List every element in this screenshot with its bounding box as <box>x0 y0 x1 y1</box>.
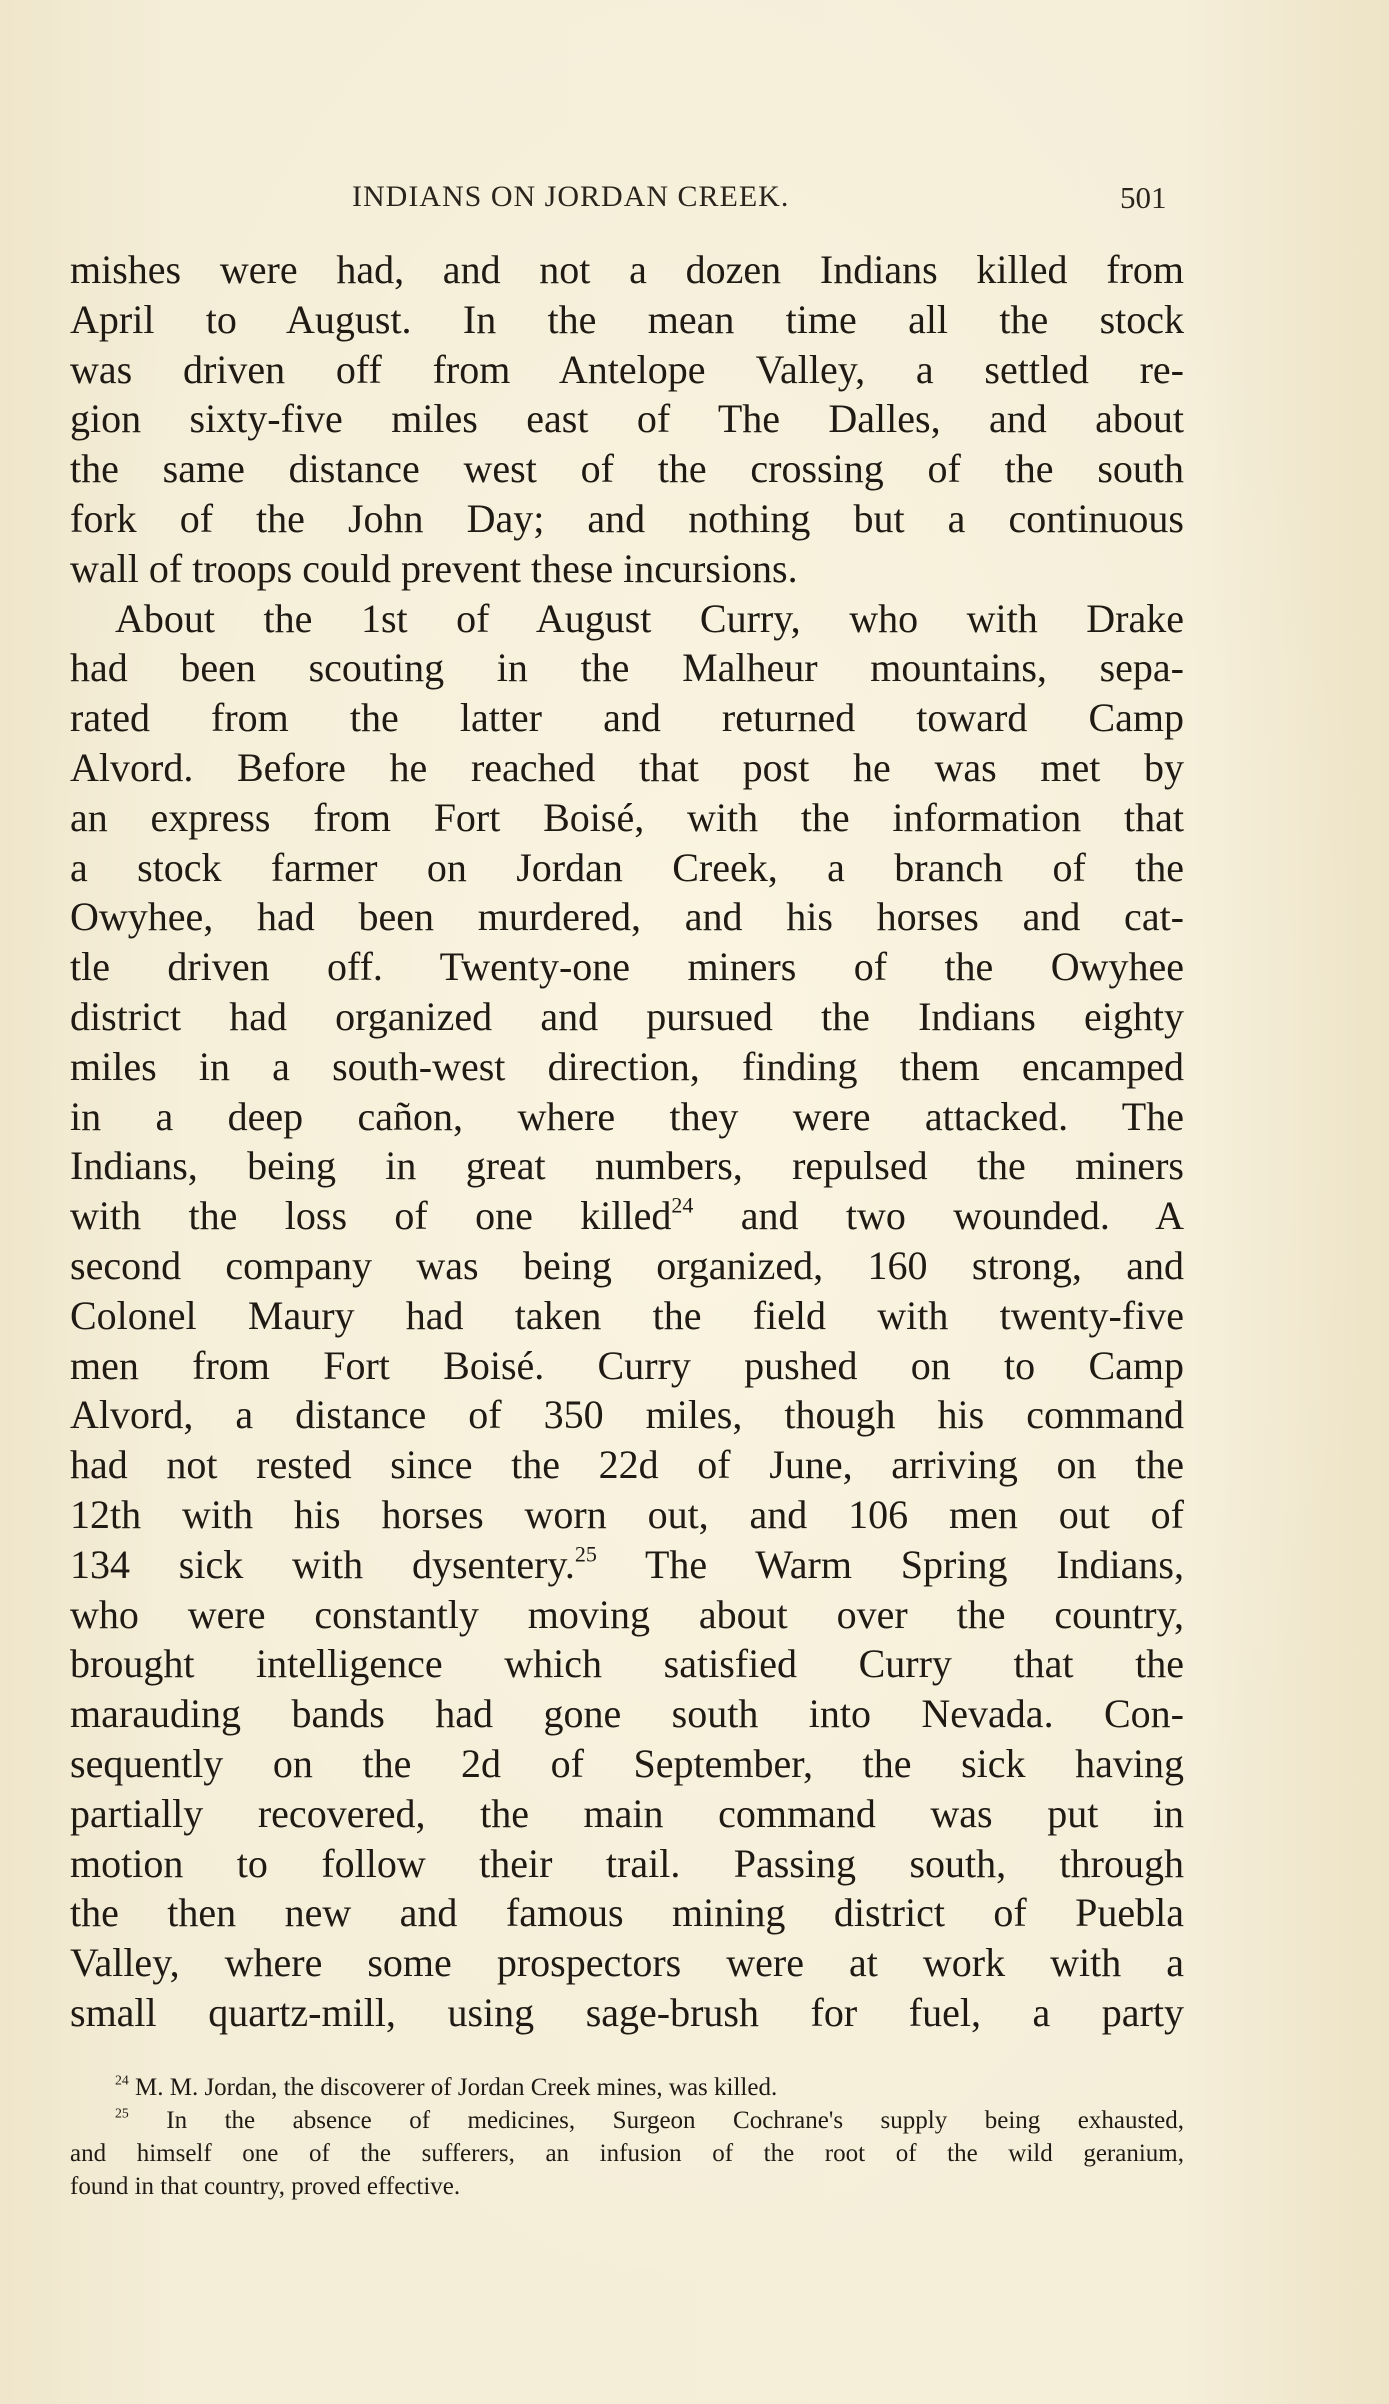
footnote-marker: 24 <box>671 1192 694 1218</box>
footnote-text: In the absence of medicines, Surgeon Cochrane's supply being exhausted, <box>128 2107 1184 2134</box>
footnote-number: 24 <box>115 2072 129 2088</box>
text-line: fork of the John Day; and nothing but a continuous <box>70 495 1184 541</box>
footnote-25 <box>70 2104 1184 2137</box>
text-line: Colonel Maury had taken the field with twenty-five <box>70 1292 1184 1338</box>
footnote-24 <box>70 2071 1184 2104</box>
text-line: partially recovered, the main command was put in <box>70 1790 1184 1836</box>
text-line: April to August. In the mean time all the stock <box>70 296 1184 342</box>
footnote-text: M. M. Jordan, the discoverer of Jordan Creek mines, was killed. <box>128 2074 778 2101</box>
text-line: had not rested since the 22d of June, arriving on the <box>70 1442 1184 1488</box>
text-fragment: and two wounded. A <box>693 1193 1184 1239</box>
text-line: Owyhee, had been murdered, and his horses and cat- <box>70 894 1184 940</box>
text-line: a stock farmer on Jordan Creek, a branch of the <box>70 844 1184 890</box>
text-line: tle driven off. Twenty-one miners of the Owyhee <box>70 944 1184 990</box>
text-line: small quartz-mill, using sage-brush for fuel, a party <box>70 1989 1184 2035</box>
text-line: in a deep cañon, where they were attacked. The <box>70 1093 1184 1139</box>
text-line: who were constantly moving about over the country, <box>70 1591 1184 1637</box>
footnote-text-line: found in that country, proved effective. <box>70 2173 461 2200</box>
text-line: marauding bands had gone south into Nevada. Con- <box>70 1691 1184 1737</box>
text-line: second company was being organized, 160 strong, and <box>70 1242 1184 1288</box>
page-number: 501 <box>1120 180 1167 215</box>
text-line: motion to follow their trail. Passing south, through <box>70 1840 1184 1886</box>
text-line-with-footnote <box>70 1191 1184 1241</box>
running-head: INDIANS ON JORDAN CREEK. <box>352 180 790 213</box>
body-text <box>70 245 1184 2038</box>
text-fragment: 134 sick with dysentery. <box>70 1541 575 1587</box>
footnotes <box>70 2071 1184 2203</box>
text-line: 12th with his horses worn out, and 106 men out of <box>70 1491 1184 1537</box>
text-line: brought intelligence which satisfied Curry that the <box>70 1641 1184 1687</box>
text-line: wall of troops could prevent these incursions. <box>70 545 798 591</box>
text-line: had been scouting in the Malheur mountains, sepa- <box>70 645 1184 691</box>
text-line-with-footnote <box>70 1540 1184 1590</box>
text-line: Valley, where some prospectors were at work with a <box>70 1940 1184 1986</box>
text-line: About the 1st of August Curry, who with Drake <box>115 595 1184 641</box>
text-fragment: The Warm Spring Indians, <box>596 1541 1184 1587</box>
text-line: rated from the latter and returned toward Camp <box>70 695 1184 741</box>
text-line: Alvord, a distance of 350 miles, though his command <box>70 1392 1184 1438</box>
text-line: the then new and famous mining district of Puebla <box>70 1890 1184 1936</box>
footnote-marker: 25 <box>574 1541 597 1567</box>
text-line: was driven off from Antelope Valley, a settled re- <box>70 346 1184 392</box>
text-line: sequently on the 2d of September, the sick having <box>70 1740 1184 1786</box>
text-line: district had organized and pursued the Indians eighty <box>70 993 1184 1039</box>
text-line: men from Fort Boisé. Curry pushed on to Camp <box>70 1342 1184 1388</box>
text-line: the same distance west of the crossing of the south <box>70 446 1184 492</box>
footnote-text-line: and himself one of the sufferers, an infusion of the root of the wild geranium, <box>70 2140 1184 2167</box>
footnote-number: 25 <box>115 2105 129 2121</box>
text-line: Indians, being in great numbers, repulsed the miners <box>70 1143 1184 1189</box>
text-line: Alvord. Before he reached that post he was met by <box>70 744 1184 790</box>
text-fragment: with the loss of one killed <box>70 1193 672 1239</box>
text-line: gion sixty-five miles east of The Dalles, and about <box>70 396 1184 442</box>
text-line: mishes were had, and not a dozen Indians killed from <box>70 247 1184 292</box>
text-line: an express from Fort Boisé, with the information that <box>70 794 1184 840</box>
text-line: miles in a south-west direction, finding them encamped <box>70 1043 1184 1089</box>
